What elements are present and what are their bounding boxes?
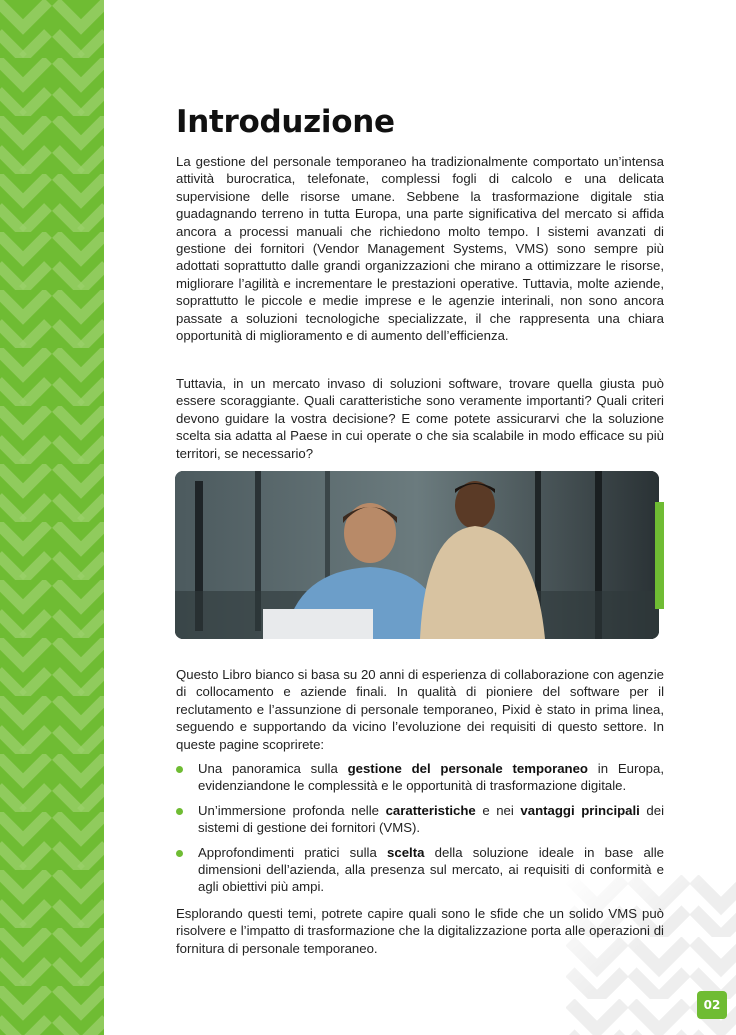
bullet-dot-icon: [176, 808, 183, 815]
bullet-dot-icon: [176, 850, 183, 857]
office-photo-icon: [175, 471, 659, 639]
page-title: Introduzione: [176, 104, 395, 140]
list-item: Un’immersione profonda nelle caratteristiche e nei vantaggi principali dei sistemi di gestione dei fornitori (VMS).: [176, 802, 664, 837]
list-item: Approfondimenti pratici sulla scelta della soluzione ideale in base alle dimensioni dell’azienda, alla presenza sul mercato, ai requisiti di conformità e agli obiettivi più ampi.: [176, 844, 664, 896]
sidebar-pattern: [0, 0, 104, 1035]
intro-paragraph-2: Tuttavia, in un mercato invaso di soluzioni software, trovare quella giusta può essere scoraggiante. Quali caratteristiche sono veramente importanti? Quali criteri devono guidare la vostra decisione? E come potete assicurarvi che la soluzione scelta sia adatta al Paese in cui operate o che sia scalabile in modo efficace su più territori, se necessario?: [176, 376, 664, 461]
chevron-pattern-icon: [0, 0, 104, 1035]
bullet-list: [176, 760, 664, 903]
intro-paragraph-3: Questo Libro bianco si basa su 20 anni di esperienza di collaborazione con agenzie di collocamento e aziende finali. In qualità di pioniere del software per il reclutamento e l’assunzione di personale temporaneo, Pixid è stato in prima linea, seguendo e supportando da vicino l’evoluzione dei requisiti di questo settore. In queste pagine scoprirete:: [176, 667, 664, 752]
list-item: Una panoramica sulla gestione del personale temporaneo in Europa, evidenziandone le complessità e le opportunità di trasformazione digitale.: [176, 760, 664, 795]
bullet-dot-icon: [176, 766, 183, 773]
intro-paragraph-4: Esplorando questi temi, potrete capire quali sono le sfide che un solido VMS può risolvere e l’impatto di trasformazione che la digitalizzazione porta alle operazioni di fornitura di personale temporaneo.: [176, 906, 664, 956]
intro-paragraph-1: La gestione del personale temporaneo ha tradizionalmente comportato un’intensa attività burocratica, telefonate, complessi fogli di calcolo e una delicata supervisione delle risorse umane. Sebbene la trasformazione digitale stia guadagnando terreno in tutta Europa, una parte significativa del mercato si affida ancora a processi manuali che richiedono molto tempo. I sistemi avanzati di gestione dei fornitori (Vendor Management Systems, VMS) sono sempre più adottati soprattutto dalle grandi organizzazioni che mirano a ottimizzare le risorse, migliorare l’agilità e incrementare le prestazioni operative. Tuttavia, molte aziende, soprattutto le piccole e medie imprese e le agenzie interinali, non sono ancora passate a soluzioni tecnologiche specializzate, il che rappresenta una chiara opportunità di miglioramento e di aumento dell’efficienza.: [176, 154, 664, 344]
photo-accent-bar: [655, 502, 664, 609]
page-number-badge: 02: [697, 991, 727, 1019]
office-photo: [175, 471, 659, 639]
